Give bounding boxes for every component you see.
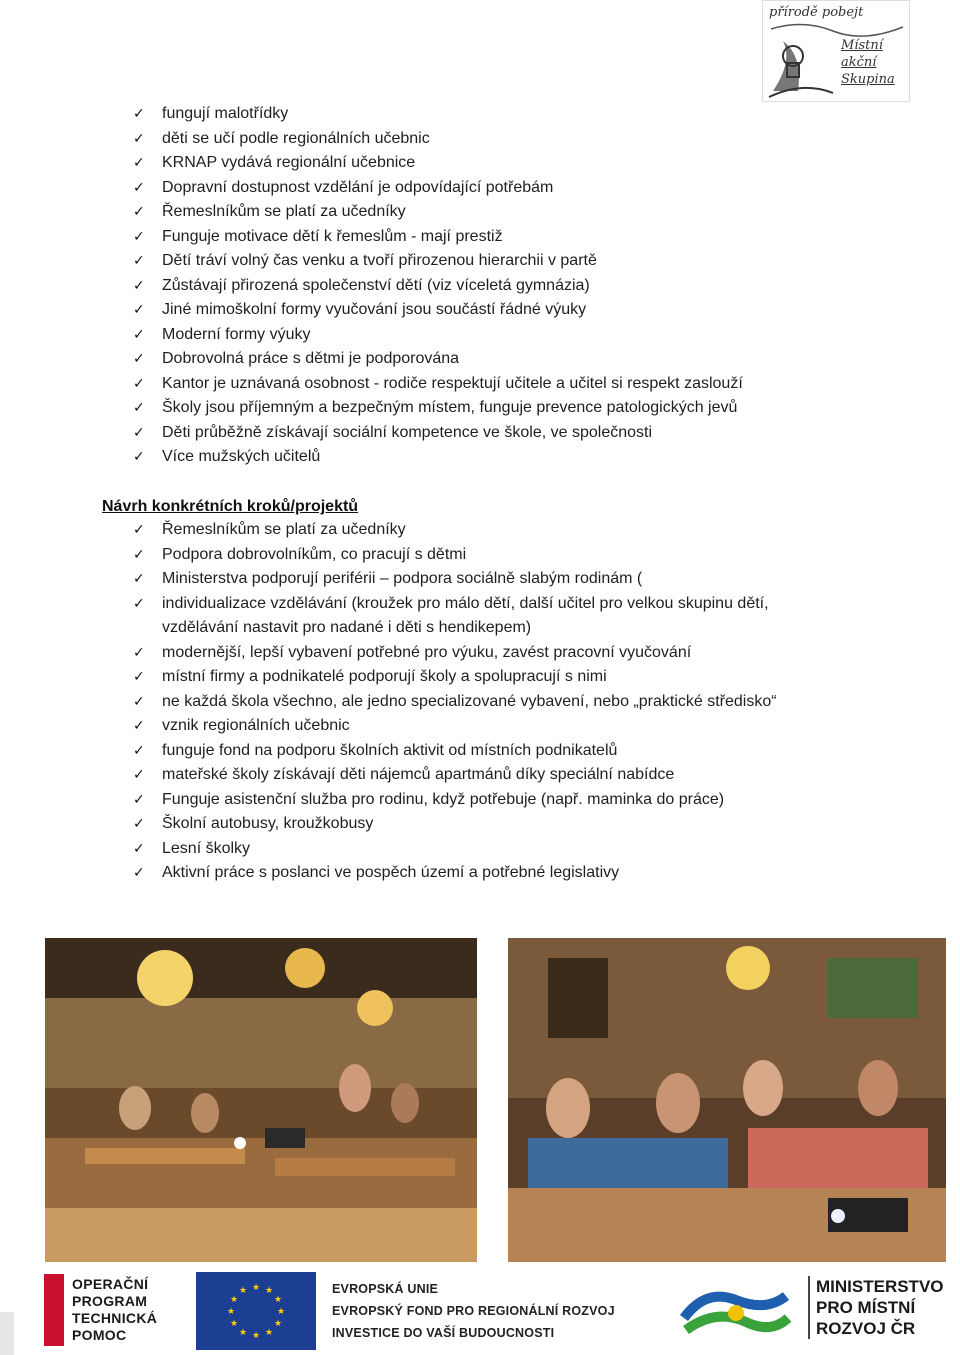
- svg-text:★: ★: [273, 1319, 283, 1329]
- svg-text:★: ★: [238, 1328, 248, 1338]
- svg-text:★: ★: [229, 1295, 239, 1305]
- list-item: ✓ ne každá škola všechno, ale jedno specializované vybavení, nebo „praktické středisko“: [133, 690, 777, 715]
- list-item: ✓ Ministerstva podporují periférii – podpora sociálně slabým rodinám (: [133, 567, 777, 592]
- page-edge-strip: [0, 1312, 14, 1355]
- list-item: ✓ fungují malotřídky: [133, 102, 743, 127]
- list-item: ✓ vznik regionálních učebnic: [133, 714, 777, 739]
- logo-slogan: přírodě pobejt: [769, 5, 864, 20]
- svg-text:★: ★: [251, 1331, 261, 1341]
- checkmark-icon: ✓: [133, 179, 145, 196]
- checkmark-icon: ✓: [133, 106, 145, 122]
- list-item: ✓ Lesní školky: [133, 837, 777, 862]
- checkmark-icon: ✓: [133, 130, 145, 147]
- list-item: ✓ Dobrovolná práce s dětmi je podporována: [133, 347, 743, 372]
- list-item: ✓ Podpora dobrovolníkům, co pracují s dětmi: [133, 543, 777, 568]
- eu-logo-text: EVROPSKÁ UNIE EVROPSKÝ FOND PRO REGIONÁLNÍ ROZVOJ INVESTICE DO VAŠÍ BUDOUCNOSTI: [332, 1282, 615, 1340]
- checkmark-icon: ✓: [133, 865, 145, 881]
- checkmark-icon: ✓: [133, 791, 145, 808]
- list-item: ✓ individualizace vzdělávání (kroužek pro málo dětí, další učitel pro velkou skupinu dětí, vzdělávání nastavit pro nadané i děti s hendikepem): [133, 592, 777, 641]
- svg-text:★: ★: [273, 1295, 283, 1305]
- list-item: ✓ modernější, lepší vybavení potřebné pro výuku, zavést pracovní vyučování: [133, 641, 777, 666]
- list-item: ✓ Dopravní dostupnost vzdělání je odpovídající potřebám: [133, 176, 743, 201]
- checkmark-icon: ✓: [133, 155, 145, 171]
- mmr-logo-text: MINISTERSTVO PRO MÍSTNÍ ROZVOJ ČR: [808, 1276, 960, 1339]
- checkmark-icon: ✓: [133, 669, 145, 685]
- list-item: ✓ Děti průběžně získávají sociální kompetence ve škole, ve společnosti: [133, 421, 743, 446]
- checkmark-icon: ✓: [133, 546, 145, 563]
- photo-drawing: [45, 938, 477, 1262]
- mas-logo: [762, 0, 910, 102]
- list-item: ✓ místní firmy a podnikatelé podporují školy a spolupracují s nimi: [133, 665, 777, 690]
- project-steps-checklist: [133, 518, 777, 886]
- optp-logo-mark: [44, 1274, 64, 1346]
- checkmark-icon: ✓: [133, 693, 145, 710]
- checkmark-icon: ✓: [133, 571, 145, 587]
- optp-logo-text: OPERAČNÍ PROGRAM TECHNICKÁ POMOC: [72, 1276, 158, 1343]
- checkmark-icon: ✓: [133, 400, 145, 416]
- svg-text:★: ★: [276, 1307, 286, 1317]
- svg-text:★: ★: [264, 1328, 274, 1338]
- checkmark-icon: ✓: [133, 228, 145, 245]
- list-item: ✓ funguje fond na podporu školních aktivit od místních podnikatelů: [133, 739, 777, 764]
- list-item: ✓ Funguje motivace dětí k řemeslům - mají prestiž: [133, 225, 743, 250]
- checkmark-icon: ✓: [133, 302, 145, 318]
- checkmark-icon: ✓: [133, 595, 145, 612]
- checkmark-icon: ✓: [133, 816, 145, 832]
- list-item: ✓ Aktivní práce s poslanci ve pospěch území a potřebné legislativy: [133, 861, 777, 886]
- list-item: ✓ Zůstávají přirozená společenství dětí (viz víceletá gymnázia): [133, 274, 743, 299]
- section-heading: Návrh konkrétních kroků/projektů: [102, 498, 359, 515]
- list-item: ✓ Řemeslníkům se platí za učedníky: [133, 518, 777, 543]
- svg-text:★: ★: [226, 1307, 236, 1317]
- svg-text:★: ★: [264, 1286, 274, 1296]
- eu-flag-drawing: [196, 1272, 316, 1350]
- mmr-logo-drawing: [676, 1278, 794, 1348]
- list-item: ✓ Školy jsou příjemným a bezpečným místem, funguje prevence patologických jevů: [133, 396, 743, 421]
- list-item: ✓ Jiné mimoškolní formy vyučování jsou součástí řádné výuky: [133, 298, 743, 323]
- strengths-checklist: [133, 102, 743, 470]
- list-item: ✓ KRNAP vydává regionální učebnice: [133, 151, 743, 176]
- list-item: ✓ Funguje asistenční služba pro rodinu, když potřebuje (např. maminka do práce): [133, 788, 777, 813]
- checkmark-icon: ✓: [133, 204, 145, 220]
- svg-text:★: ★: [229, 1319, 239, 1329]
- checkmark-icon: ✓: [133, 522, 145, 538]
- checkmark-icon: ✓: [133, 277, 145, 294]
- meeting-photo-right: [508, 938, 946, 1262]
- checkmark-icon: ✓: [133, 351, 145, 367]
- checkmark-icon: ✓: [133, 424, 145, 441]
- checkmark-icon: ✓: [133, 644, 145, 661]
- list-item: ✓ Dětí tráví volný čas venku a tvoří přirozenou hierarchii v partě: [133, 249, 743, 274]
- list-item: ✓ Moderní formy výuky: [133, 323, 743, 348]
- list-item: ✓ mateřské školy získávají děti nájemců apartmánů díky speciální nabídce: [133, 763, 777, 788]
- checkmark-icon: ✓: [133, 718, 145, 734]
- eu-flag-icon: [196, 1272, 316, 1350]
- footer-logos: [0, 1268, 960, 1355]
- checkmark-icon: ✓: [133, 449, 145, 465]
- photo-drawing: [508, 938, 946, 1262]
- checkmark-icon: ✓: [133, 375, 145, 392]
- checkmark-icon: ✓: [133, 742, 145, 759]
- checkmark-icon: ✓: [133, 840, 145, 857]
- logo-org-name: Místní akční Skupina: [841, 38, 895, 87]
- mmr-logo-icon: [676, 1278, 794, 1348]
- checkmark-icon: ✓: [133, 767, 145, 783]
- svg-text:★: ★: [238, 1286, 248, 1296]
- checkmark-icon: ✓: [133, 326, 145, 343]
- checkmark-icon: ✓: [133, 253, 145, 269]
- meeting-photo-left: [45, 938, 477, 1262]
- list-item: ✓ děti se učí podle regionálních učebnic: [133, 127, 743, 152]
- list-item: ✓ Kantor je uznávaná osobnost - rodiče respektují učitele a učitel si respekt zaslouží: [133, 372, 743, 397]
- list-item: ✓ Více mužských učitelů: [133, 445, 743, 470]
- svg-text:★: ★: [251, 1283, 261, 1293]
- list-item: ✓ Školní autobusy, kroužkobusy: [133, 812, 777, 837]
- list-item: ✓ Řemeslníkům se platí za učedníky: [133, 200, 743, 225]
